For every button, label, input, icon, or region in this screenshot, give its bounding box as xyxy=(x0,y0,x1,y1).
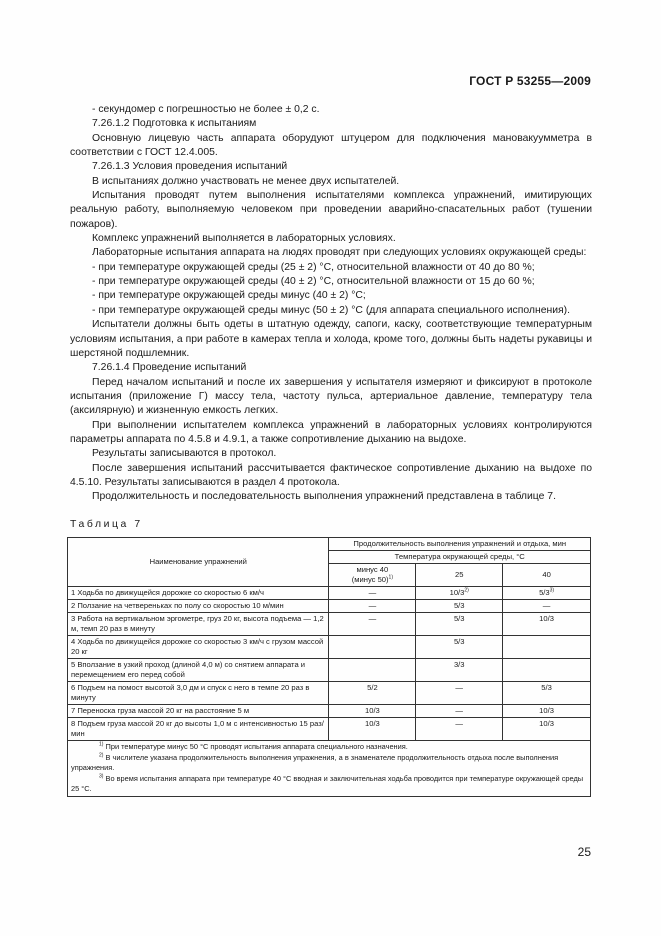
footnote-mark: 1) xyxy=(99,741,104,748)
body-text xyxy=(70,103,592,505)
cell-value: 5/3 xyxy=(539,588,550,597)
paragraph: При выполнении испытателем комплекса упражнений в лабораторных условиях контролируются параметры аппарата по 4.5.8 и 4.9.1, а также сопротивление дыханию на выдохе. xyxy=(70,419,592,445)
paragraph: Лабораторные испытания аппарата на людях проводят при следующих условиях окружающей среды: xyxy=(92,247,587,259)
cell-40: 10/3 xyxy=(503,613,591,636)
cell-25: — xyxy=(416,705,503,718)
cell-25: 5/3 xyxy=(416,636,503,659)
header-line xyxy=(332,575,412,585)
footnote-text: В числителе указана продолжительность выполнения упражнения, а в знаменателе продолжительность отдыха после выполнения упражнения. xyxy=(71,752,559,772)
paragraph: - секундомер с погрешностью не более ± 0,2 с. xyxy=(92,104,320,115)
exercise-name: 1 Ходьба по движущейся дорожке со скоростью 6 км/ч xyxy=(68,587,329,600)
column-header-minus40 xyxy=(329,564,416,587)
exercise-name: 5 Вползание в узкий проход (длиной 4,0 м) со снятием аппарата и перемещением его перед собой xyxy=(68,659,329,682)
cell-40: — xyxy=(503,600,591,613)
exercise-name: 4 Ходьба по движущейся дорожке со скоростью 3 км/ч с грузом массой 20 кг xyxy=(68,636,329,659)
header-text: (минус 50) xyxy=(351,575,389,584)
table-row xyxy=(68,718,591,741)
column-header-25: 25 xyxy=(416,564,503,587)
table-row xyxy=(68,613,591,636)
column-header-exercise: Наименование упражнений xyxy=(68,538,329,587)
paragraph: 7.26.1.4 Проведение испытаний xyxy=(92,362,247,374)
cell-minus40 xyxy=(329,659,416,682)
exercise-table xyxy=(67,537,591,797)
cell-25: — xyxy=(416,718,503,741)
footnote-text: Во время испытания аппарата при температуре 40 °С вводная и заключительная ходьба проводится при температуре окружающей среды 25 °С. xyxy=(71,773,584,793)
footnote-mark: 2) xyxy=(99,752,104,759)
cell-40: 5/3 xyxy=(503,682,591,705)
table-row xyxy=(68,587,591,600)
column-header-temperature: Температура окружающей среды, °С xyxy=(329,551,591,564)
exercise-name: 2 Ползание на четвереньках по полу со скоростью 10 м/мин xyxy=(68,600,329,613)
column-header-duration: Продолжительность выполнения упражнений и отдыха, мин xyxy=(329,538,591,551)
cell-minus40: — xyxy=(329,587,416,600)
footnote-mark: 2) xyxy=(464,587,469,594)
document-header: ГОСТ Р 53255—2009 xyxy=(469,74,591,88)
paragraph: - при температуре окружающей среды (40 ± 2) °С, относительной влажности от 15 до 60 %; xyxy=(92,276,535,288)
footnote xyxy=(71,753,587,774)
page-number: 25 xyxy=(577,845,591,859)
footnote-mark: 3) xyxy=(549,587,555,594)
cell-value: 10/3 xyxy=(449,588,465,597)
cell-40 xyxy=(503,659,591,682)
table-row xyxy=(68,636,591,659)
cell-40 xyxy=(503,636,591,659)
cell-25: — xyxy=(416,682,503,705)
paragraph: Комплекс упражнений выполняется в лабораторных условиях. xyxy=(92,233,396,245)
column-header-40: 40 xyxy=(503,564,591,587)
paragraph: Основную лицевую часть аппарата оборудуют штуцером для подключения мановакуумметра в соответствии с ГОСТ 12.4.005. xyxy=(70,132,592,159)
table-row xyxy=(68,705,591,718)
cell-minus40: 5/2 xyxy=(329,682,416,705)
table-caption: Таблица 7 xyxy=(70,519,143,530)
footnote-mark: 3) xyxy=(99,773,104,780)
paragraph: Результаты записываются в протокол. xyxy=(92,448,277,460)
paragraph: - при температуре окружающей среды (25 ± 2) °С, относительной влажности от 40 до 80 %; xyxy=(92,261,535,273)
cell-minus40: — xyxy=(329,613,416,636)
cell-25 xyxy=(416,587,503,600)
cell-40: 10/3 xyxy=(503,718,591,741)
cell-25: 5/3 xyxy=(416,600,503,613)
footnote-text: При температуре минус 50 °С проводят испытания аппарата специального назначения. xyxy=(105,742,408,751)
exercise-name: 8 Подъем груза массой 20 кг до высоты 1,0 м с интенсивностью 15 раз/мин xyxy=(68,718,329,741)
paragraph: - при температуре окружающей среды минус (40 ± 2) °С; xyxy=(92,290,366,302)
paragraph: Испытатели должны быть одеты в штатную одежду, сапоги, каску, соответствующие температурным условиям испытания, а при работе в камерах тепла и холода, кроме того, должны быть надеты рукавицы и шерстяной подшлемник. xyxy=(70,319,592,359)
footnote-mark: 1) xyxy=(388,574,393,581)
cell-minus40: — xyxy=(329,600,416,613)
cell-25: 3/3 xyxy=(416,659,503,682)
cell-40: 10/3 xyxy=(503,705,591,718)
paragraph: 7.26.1.2 Подготовка к испытаниям xyxy=(92,118,257,130)
paragraph: 7.26.1.3 Условия проведения испытаний xyxy=(92,161,288,173)
exercise-name: 7 Переноска груза массой 20 кг на расстояние 5 м xyxy=(68,705,329,718)
cell-25: 5/3 xyxy=(416,613,503,636)
paragraph: Продолжительность и последовательность выполнения упражнений представлена в таблице 7. xyxy=(92,491,556,503)
footnote xyxy=(71,774,587,795)
paragraph: - при температуре окружающей среды минус (50 ± 2) °С (для аппарата специального исполнения). xyxy=(92,304,570,316)
header-line: минус 40 xyxy=(356,565,389,574)
exercise-name: 3 Работа на вертикальном эргометре, груз 20 кг, высота подъема — 1,2 м, темп 20 раз в минуту xyxy=(68,613,329,636)
cell-40 xyxy=(503,587,591,600)
table-footnotes xyxy=(68,741,591,797)
table-row xyxy=(68,659,591,682)
cell-minus40: 10/3 xyxy=(329,718,416,741)
paragraph: Перед началом испытаний и после их завершения у испытателя измеряют и фиксируют в протоколе испытания (приложение Г) массу тела, частоту пульса, артериальное давление, температуру тела (аксилярную) и жизненную емкость легких. xyxy=(70,376,592,417)
exercise-name: 6 Подъем на помост высотой 3,0 дм и спуск с него в темпе 20 раз в минуту xyxy=(68,682,329,705)
paragraph: В испытаниях должно участвовать не менее двух испытателей. xyxy=(92,175,400,187)
paragraph: Испытания проводят путем выполнения испытателями комплекса упражнений, имитирующих реальную работу, выполняемую человеком при проведении аварийно-спасательных работ (тушении пожаров). xyxy=(70,190,592,230)
paragraph: После завершения испытаний рассчитывается фактическое сопротивление дыханию на выдохе по 4.5.10. Результаты записываются в раздел 4 протокола. xyxy=(70,462,592,488)
cell-minus40 xyxy=(329,636,416,659)
table-row xyxy=(68,600,591,613)
footnote xyxy=(71,742,587,753)
table-row xyxy=(68,682,591,705)
cell-minus40: 10/3 xyxy=(329,705,416,718)
